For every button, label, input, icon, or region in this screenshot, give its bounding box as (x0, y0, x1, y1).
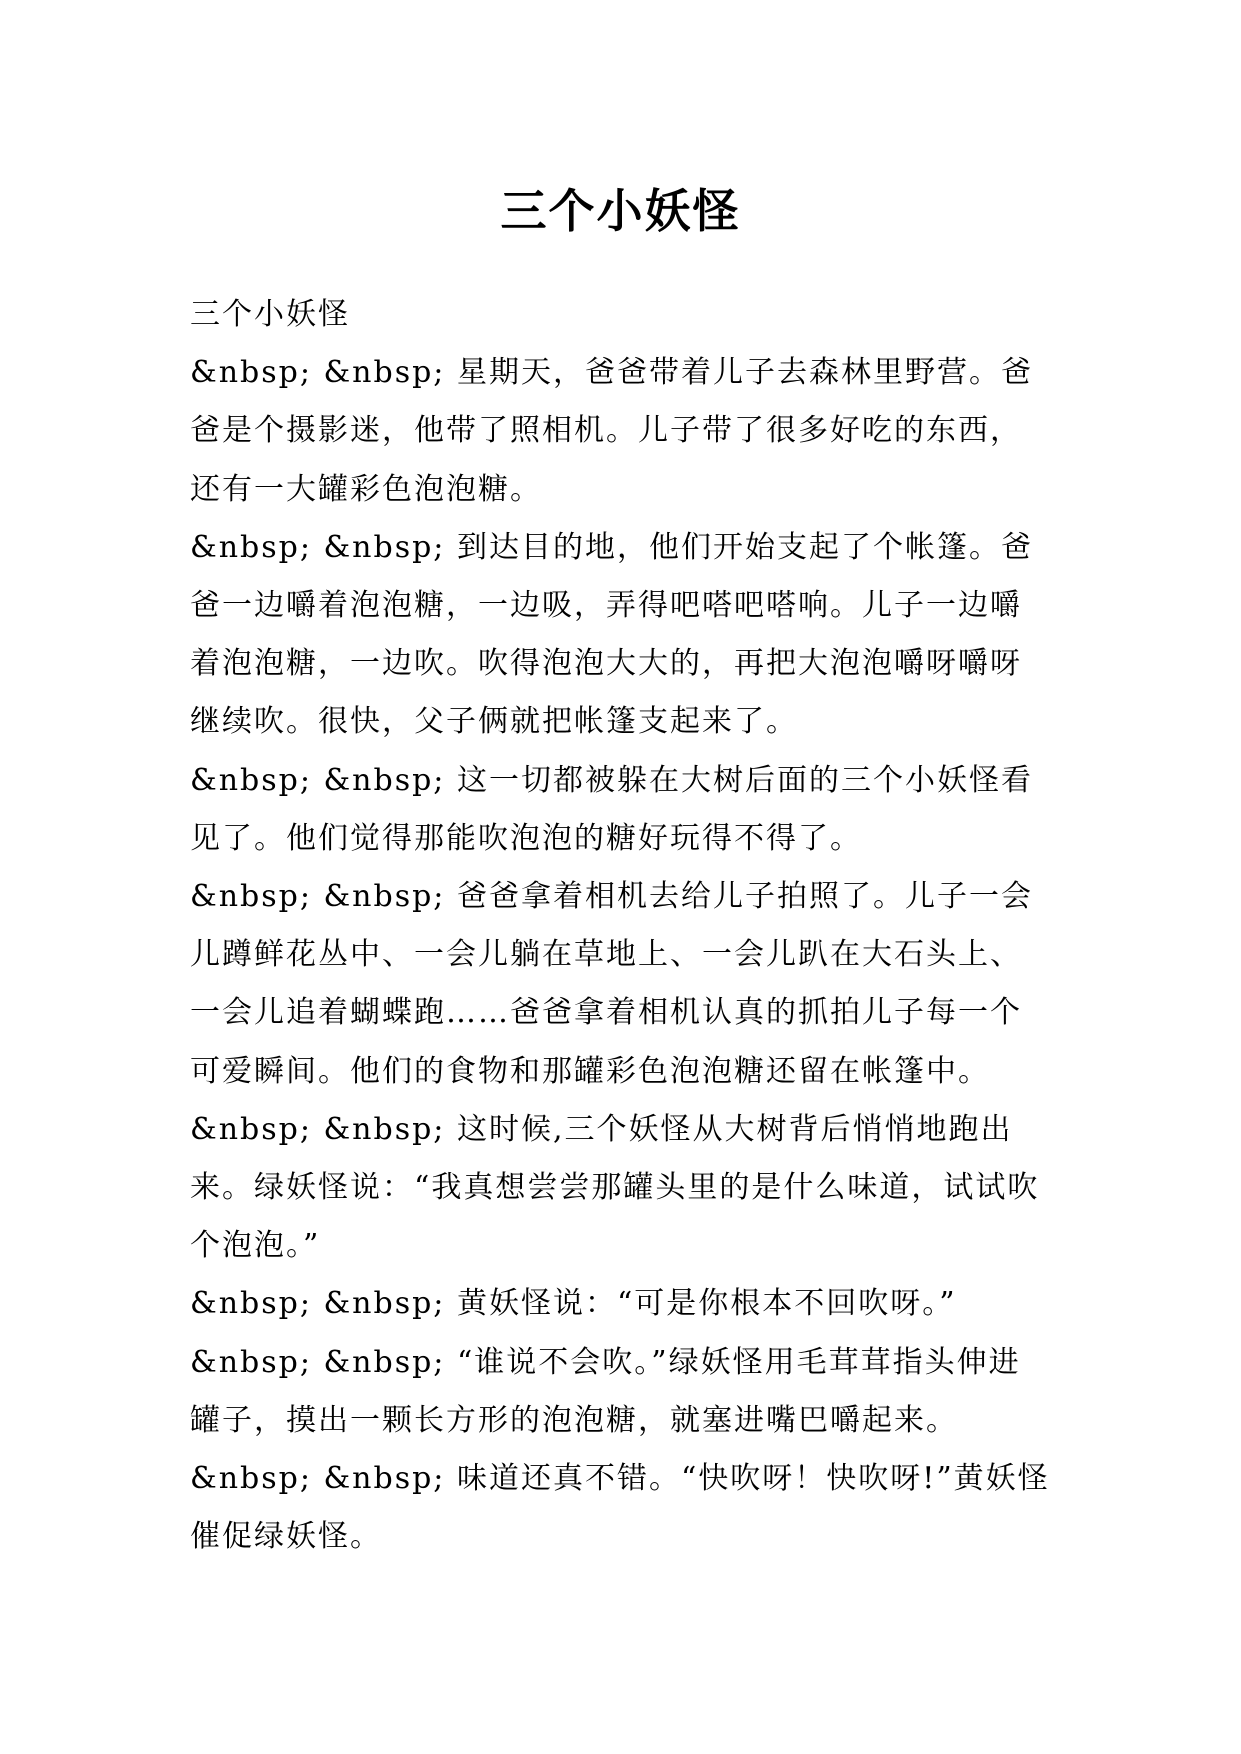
paragraph: &nbsp; &nbsp; 味道还真不错。“快吹呀！快吹呀!”黄妖怪催促绿妖怪。 (190, 1461, 1050, 1555)
paragraph: 三个小妖怪 (190, 297, 350, 332)
paragraph: &nbsp; &nbsp; 这一切都被躲在大树后面的三个小妖怪看见了。他们觉得那能吹泡泡的糖好玩得不得了。 (190, 762, 1033, 856)
document-title: 三个小妖怪 (500, 183, 741, 238)
paragraph: &nbsp; &nbsp; 这时候,三个妖怪从大树背后悄悄地跑出来。绿妖怪说：“我真想尝尝那罐头里的是什么味道，试试吹个泡泡。” (190, 1111, 1040, 1264)
paragraph: &nbsp; &nbsp; 到达目的地，他们开始支起了个帐篷。爸爸一边嚼着泡泡糖，一边吸，弄得吧嗒吧嗒响。儿子一边嚼着泡泡糖，一边吹。吹得泡泡大大的，再把大泡泡嚼呀嚼呀继续吹。很快，父子俩就把帐篷支起来了。 (190, 529, 1033, 740)
paragraph: &nbsp; &nbsp; 爸爸拿着相机去给儿子拍照了。儿子一会儿蹲鲜花丛中、一会儿躺在草地上、一会儿趴在大石头上、一会儿追着蝴蝶跑……爸爸拿着相机认真的抓拍儿子每一个可爱瞬间。他们的食物和那罐彩色泡泡糖还留在帐篷中。 (190, 879, 1033, 1089)
paragraph: &nbsp; &nbsp; 星期天，爸爸带着儿子去森林里野营。爸爸是个摄影迷，他带了照相机。儿子带了很多好吃的东西，还有一大罐彩色泡泡糖。 (190, 355, 1033, 507)
paragraph: &nbsp; &nbsp; 黄妖怪说：“可是你根本不回吹呀。” (190, 1286, 957, 1322)
paragraph: &nbsp; &nbsp; “谁说不会吹。”绿妖怪用毛茸茸指头伸进罐子，摸出一颗长方形的泡泡糖，就塞进嘴巴嚼起来。 (190, 1344, 1021, 1438)
document-body (190, 286, 1050, 1566)
